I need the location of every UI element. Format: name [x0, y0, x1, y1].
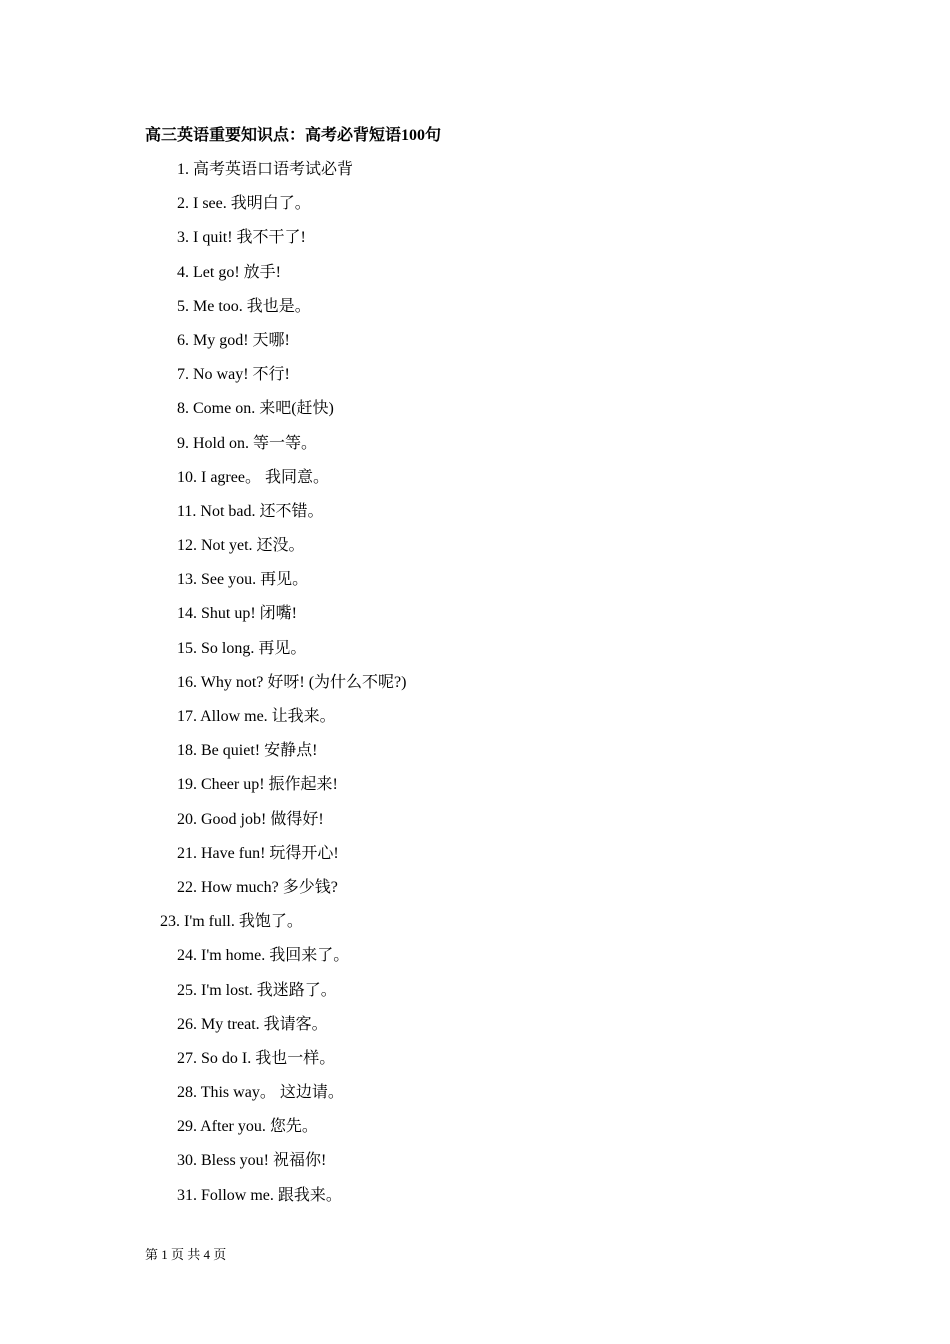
- list-item: 28. This way。 这边请。: [177, 1084, 344, 1102]
- document-title: 高三英语重要知识点：高考必背短语100句: [145, 127, 442, 144]
- list-item: 26. My treat. 我请客。: [177, 1015, 328, 1033]
- list-item: 5. Me too. 我也是。: [177, 297, 311, 315]
- list-item: 10. I agree。 我同意。: [177, 468, 329, 486]
- list-item: 30. Bless you! 祝福你!: [177, 1152, 327, 1170]
- list-item: 19. Cheer up! 振作起来!: [177, 776, 338, 794]
- list-item: 20. Good job! 做得好!: [177, 810, 324, 828]
- list-item: 22. How much? 多少钱?: [177, 878, 338, 896]
- list-item: 13. See you. 再见。: [177, 571, 309, 589]
- list-item: 18. Be quiet! 安静点!: [177, 742, 318, 760]
- list-item: 16. Why not? 好呀! (为什么不呢?): [177, 673, 407, 691]
- list-item: 4. Let go! 放手!: [177, 263, 281, 281]
- list-item: 15. So long. 再见。: [177, 639, 307, 657]
- list-item: 12. Not yet. 还没。: [177, 537, 305, 555]
- list-item: 31. Follow me. 跟我来。: [177, 1186, 342, 1204]
- list-item: 27. So do I. 我也一样。: [177, 1049, 336, 1067]
- list-item: 2. I see. 我明白了。: [177, 195, 311, 213]
- page-number-footer: 第 1 页 共 4 页: [145, 1247, 227, 1262]
- list-item: 24. I'm home. 我回来了。: [177, 947, 350, 965]
- list-item: 23. I'm full. 我饱了。: [160, 913, 303, 931]
- list-item: 11. Not bad. 还不错。: [177, 502, 324, 520]
- list-item: 7. No way! 不行!: [177, 366, 290, 384]
- list-item: 17. Allow me. 让我来。: [177, 708, 336, 725]
- phrase-list: [0, 159, 950, 1219]
- list-item: 29. After you. 您先。: [177, 1118, 318, 1136]
- list-item: 3. I quit! 我不干了!: [177, 229, 306, 247]
- list-item: 8. Come on. 来吧(赶快): [177, 400, 334, 418]
- list-item: 21. Have fun! 玩得开心!: [177, 844, 339, 862]
- list-item: 9. Hold on. 等一等。: [177, 434, 318, 452]
- list-item: 1. 高考英语口语考试必背: [177, 161, 354, 178]
- list-item: 14. Shut up! 闭嘴!: [177, 605, 298, 623]
- list-item: 25. I'm lost. 我迷路了。: [177, 981, 337, 999]
- list-item: 6. My god! 天哪!: [177, 331, 290, 349]
